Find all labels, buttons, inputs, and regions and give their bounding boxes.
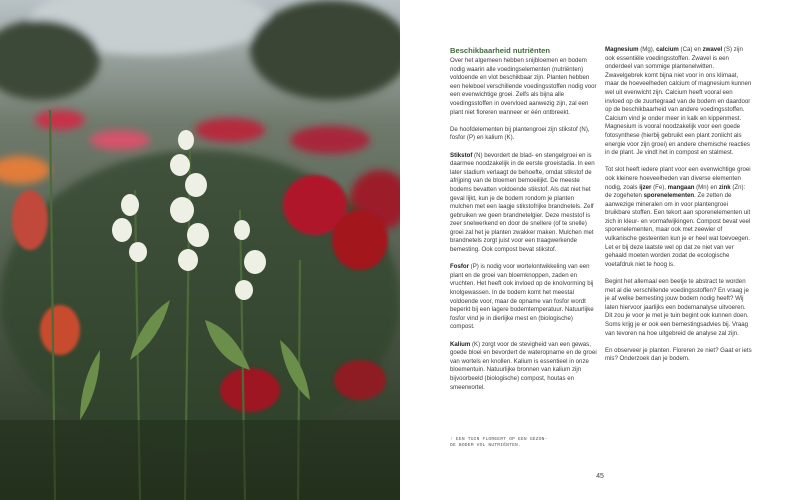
right-column [605,46,753,373]
phosphorus-term: Fosfor [450,263,469,271]
photo-caption: ↑ EEN TUIN FLOREERT OP EEN GEZON- DE BODEM VOL NUTRIËNTEN. [450,437,548,449]
nitrogen-term: Stikstof [450,151,473,159]
main-elements-paragraph: De hoofdelementen bij plantengroei zijn stikstof (N), fosfor (P) en kalium (K). [450,125,590,142]
phosphorus-paragraph: Fosfor (P) is nodig voor wortelontwikkeling van een plant en de groei van bloemknoppen, zaden en vruchten. Het heeft ook invloed op de knolvorming bij knolgewassen. In de bodem komt het meestal voldoende voor, maar de opname van fosfor wordt beperkt bij een lagere bodemtemperatuur. Natuurlijke fosfor vind je in dierlijke mest en (biologische) compost. [450,263,594,331]
section-heading: Beschikbaarheid nutriënten [450,46,551,55]
text-page [400,0,800,500]
potassium-paragraph: Kalium (K) zorgt voor de stevigheid van een gewas, goede bloei en bevordert de wateropname en de groei van wortels en knollen. Kalium is essentieel in onze bloementuin. Natuurlijke bronnen van kalium zijn bijvoorbeeld (biologische) compost, houtas en smeerwortel. [450,340,597,391]
nitrogen-paragraph: Stikstof (N) bevordert de blad- en stengelgroei en is daarmee noodzakelijk in de eerste groeistadia. In een later stadium verlaagt de behoefte, omdat stikstof de afrijping van de bloemen bemoeilijkt. De meeste bodems bevatten voldoende stikstof. Als dat niet het geval lijkt, kun je de bodem rondom je planten mulchen met een laagje stikstofrijke brandnetels. Zelf gebruiken we geen brandnetelgier. Deze meststof is zeer snelwerkend en door de snellere (of te snelle) groei zal het je planten zwakker maken. Mulchen met brandnetels zorgt juist voor een traagwerkende bemesting. Ook compost bevat stikstof. [450,151,595,254]
intro-paragraph: Over het algemeen hebben snijbloemen en bodem nodig waarin alle voedingselementen (nutriënten) voldoende en vlot beschikbaar zijn. Planten hebben een heleboel verschillende voedingsstoffen nodig voor een evenwichtige groei. Zelfs als bijna alle voedingsstoffen in overvloed aanwezig zijn, zal een plant niet floreren wanneer er één ontbreekt. [450,57,597,116]
left-column [450,46,598,401]
potassium-term: Kalium [450,340,471,348]
observe-paragraph: En observeer je planten. Floreren ze niet? Gaat er iets mis? Onderzoek dan je bodem. [605,346,752,363]
page-number: 45 [596,473,604,480]
soil-analysis-paragraph: Begint het allemaal een beetje te abstract te worden met al die verschillende voedingsstoffen? En vraag je je af welke bemesting jouw bodem nodig heeft? Wij laten hiervoor jaarlijks een bodemanalyse uitvoeren. Dit zou je voor je met je tuin begint ook kunnen doen. Soms krijg je er ook een bemestingsadvies bij. Vraag van tevoren na hoe uitgebreid de analyse zal zijn. [605,278,749,337]
secondary-elements-paragraph: Magnesium (Mg), calcium (Ca) en zwavel (S) zijn ook essentiële voedingsstoffen. Zwavel is een onderdeel van sommige plantenelwitten. Zwavelgebrek komt bijna niet voor in ons klimaat, maar de hoeveelheden calcium of magnesium kunnen wel uit evenwicht zijn. Calcium heeft vooral een invloed op de zuurtegraad van de bodem en daardoor op de beschikbaarheid van andere voedingsstoffen. Calcium vind je onder meer in kalk en kippenmest. Magnesium is vooral noodzakelijk voor een goede fotosynthese (hierbij gebruikt een plant zonlicht als energie voor zijn groei) en andere chemische reacties in de plant. Je vindt het in compost en stalmest. [605,46,752,157]
trace-elements-paragraph: Tot slot heeft iedere plant voor een evenwichtige groei ook kleinere hoeveelheden van diverse elementen nodig, zoals ijzer (Fe), mangaan (Mn) en zink (Zn): de zogeheten sporenelementen. Ze zetten de aanwezige mineralen om in voor plantengroei bruikbare stoffen. Een tekort aan sporenelementen uit zich in kleur- en vormafwijkingen. Compost bevat veel sporenelementen, maar ook met zeewier of vulkanische gesteenten kun je er heel wat toevoegen. Let er bij deze laatste wel op dat ze niet van ver gehaald moeten worden zodat de ecologische voetafdruk niet te hoog is. [605,166,751,268]
